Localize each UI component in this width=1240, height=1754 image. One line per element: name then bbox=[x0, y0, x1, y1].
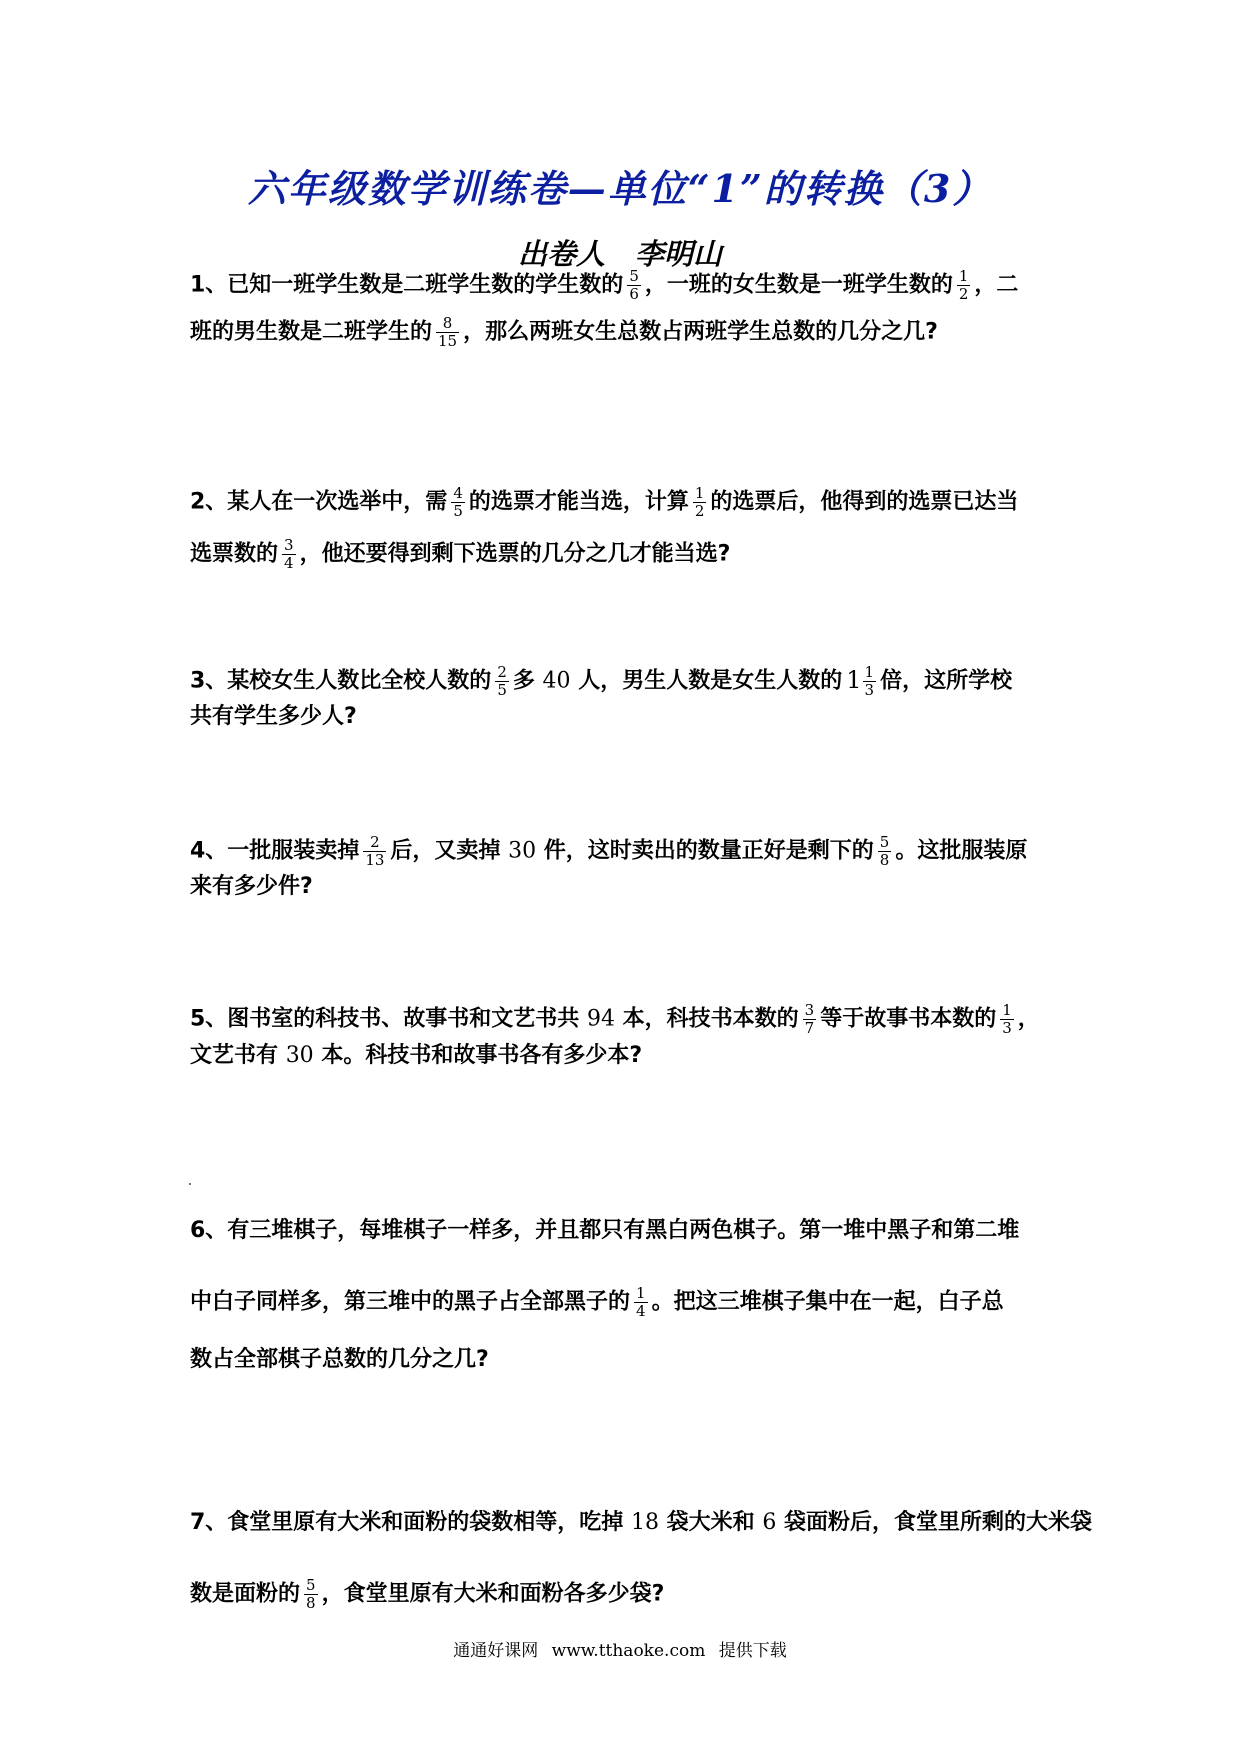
footer-url[interactable]: www.tthaoke.com bbox=[551, 1641, 706, 1661]
question-text: 数是面粉的 bbox=[190, 1581, 301, 1607]
fraction: $\frac{8}{15}$ bbox=[438, 314, 458, 350]
question-text: ，那么两班女生总数占两班学生总数的几分之几? bbox=[463, 319, 938, 345]
fraction: $\frac{4}{5}$ bbox=[453, 484, 463, 520]
question-text: 多 bbox=[512, 668, 535, 694]
question-6-line-1 bbox=[190, 1216, 1019, 1246]
question-6-line-2 bbox=[190, 1285, 1004, 1320]
footer-site-name: 通通好课网 bbox=[453, 1641, 539, 1661]
question-text: 4、一批服装卖掉 bbox=[190, 838, 360, 864]
question-text: 数占全部棋子总数的几分之几? bbox=[190, 1347, 489, 1372]
question-text: ， bbox=[1017, 1006, 1040, 1032]
question-text: 袋面粉后，食堂里所剩的大米袋 bbox=[784, 1510, 1093, 1535]
question-text: ，食堂里原有大米和面粉各多少袋? bbox=[321, 1581, 665, 1607]
question-2-line-1 bbox=[190, 485, 1018, 520]
question-3-line-2 bbox=[190, 702, 357, 732]
question-text: 倍，这所学校 bbox=[880, 668, 1013, 694]
mixed-number-whole: 1 bbox=[846, 665, 862, 694]
question-text: 本，科技书本数的 bbox=[622, 1006, 799, 1032]
fraction: $\frac{1}{3}$ bbox=[864, 663, 875, 699]
question-1-line-2 bbox=[190, 315, 938, 350]
question-5-line-2 bbox=[190, 1041, 642, 1071]
number: 6 bbox=[762, 1510, 777, 1535]
question-text: 袋大米和 bbox=[666, 1510, 755, 1535]
fraction: $\frac{3}{4}$ bbox=[284, 536, 294, 572]
question-text: 人，男生人数是女生人数的 bbox=[578, 668, 843, 694]
question-text: 。把这三堆棋子集中在一起，白子总 bbox=[651, 1289, 1004, 1315]
question-text: 的选票后，他得到的选票已达当 bbox=[710, 489, 1019, 515]
fraction: $\frac{5}{8}$ bbox=[879, 833, 890, 869]
question-text: 3、某校女生人数比全校人数的 bbox=[190, 668, 492, 694]
question-text: 2、某人在一次选举中，需 bbox=[190, 489, 448, 515]
question-text: 来有多少件? bbox=[190, 874, 313, 899]
number: 30 bbox=[508, 838, 537, 864]
question-text: ，二 bbox=[974, 272, 1019, 298]
question-3-line-1 bbox=[190, 664, 1012, 699]
question-4-line-2 bbox=[190, 872, 313, 902]
question-text: 。这批服装原 bbox=[895, 838, 1028, 864]
question-text: 6、有三堆棋子，每堆棋子一样多，并且都只有黑白两色棋子。第一堆中黑子和第二堆 bbox=[190, 1218, 1020, 1243]
question-2-line-2 bbox=[190, 537, 730, 572]
fraction: $\frac{1}{2}$ bbox=[958, 267, 969, 303]
question-7-line-1 bbox=[190, 1508, 1092, 1538]
number: 18 bbox=[630, 1510, 659, 1535]
fraction: $\frac{5}{8}$ bbox=[306, 1576, 316, 1612]
fraction: $\frac{1}{4}$ bbox=[636, 1284, 646, 1320]
question-text: 文艺书有 bbox=[190, 1043, 279, 1068]
number: 40 bbox=[542, 668, 571, 694]
question-text: 7、食堂里原有大米和面粉的袋数相等，吃掉 bbox=[190, 1510, 624, 1535]
author-label: 出卷人 bbox=[517, 237, 605, 271]
fraction: $\frac{2}{13}$ bbox=[365, 833, 385, 869]
question-text: ，一班的女生数是一班学生数的 bbox=[644, 272, 953, 298]
question-text: 后，又卖掉 bbox=[390, 838, 501, 864]
scan-speck bbox=[189, 1183, 191, 1185]
question-text: 选票数的 bbox=[190, 541, 279, 567]
fraction: $\frac{1}{2}$ bbox=[694, 484, 705, 520]
question-text: 件，这时卖出的数量正好是剩下的 bbox=[543, 838, 874, 864]
number: 30 bbox=[285, 1043, 314, 1068]
question-text: 中白子同样多，第三堆中的黑子占全部黑子的 bbox=[190, 1289, 631, 1315]
page-title: 六年级数学训练卷—单位“1”的转换（3） bbox=[247, 166, 993, 211]
question-text: 本。科技书和故事书各有多少本? bbox=[321, 1043, 643, 1068]
question-text: 的选票才能当选，计算 bbox=[468, 489, 689, 515]
author-name: 李明山 bbox=[635, 237, 723, 271]
question-7-line-2 bbox=[190, 1577, 664, 1612]
fraction: $\frac{3}{7}$ bbox=[804, 1001, 815, 1037]
question-6-line-3 bbox=[190, 1345, 489, 1375]
fraction: $\frac{2}{5}$ bbox=[497, 663, 507, 699]
question-text: 共有学生多少人? bbox=[190, 704, 357, 729]
question-1-line-1 bbox=[190, 268, 1018, 303]
question-text: 1、已知一班学生数是二班学生数的学生数的 bbox=[190, 272, 624, 298]
question-text: 5、图书室的科技书、故事书和文艺书共 bbox=[190, 1006, 580, 1032]
question-text: ，他还要得到剩下选票的几分之几才能当选? bbox=[299, 541, 731, 567]
fraction: $\frac{1}{3}$ bbox=[1002, 1001, 1012, 1037]
footer-note: 提供下载 bbox=[718, 1641, 787, 1661]
fraction: $\frac{5}{6}$ bbox=[629, 267, 639, 303]
question-text: 班的男生数是二班学生的 bbox=[190, 319, 433, 345]
question-5-line-1 bbox=[190, 1002, 1040, 1037]
number: 94 bbox=[586, 1006, 615, 1032]
question-4-line-1 bbox=[190, 834, 1027, 869]
footer bbox=[0, 1636, 1240, 1661]
author-line bbox=[0, 232, 1240, 273]
question-text: 等于故事书本数的 bbox=[820, 1006, 997, 1032]
